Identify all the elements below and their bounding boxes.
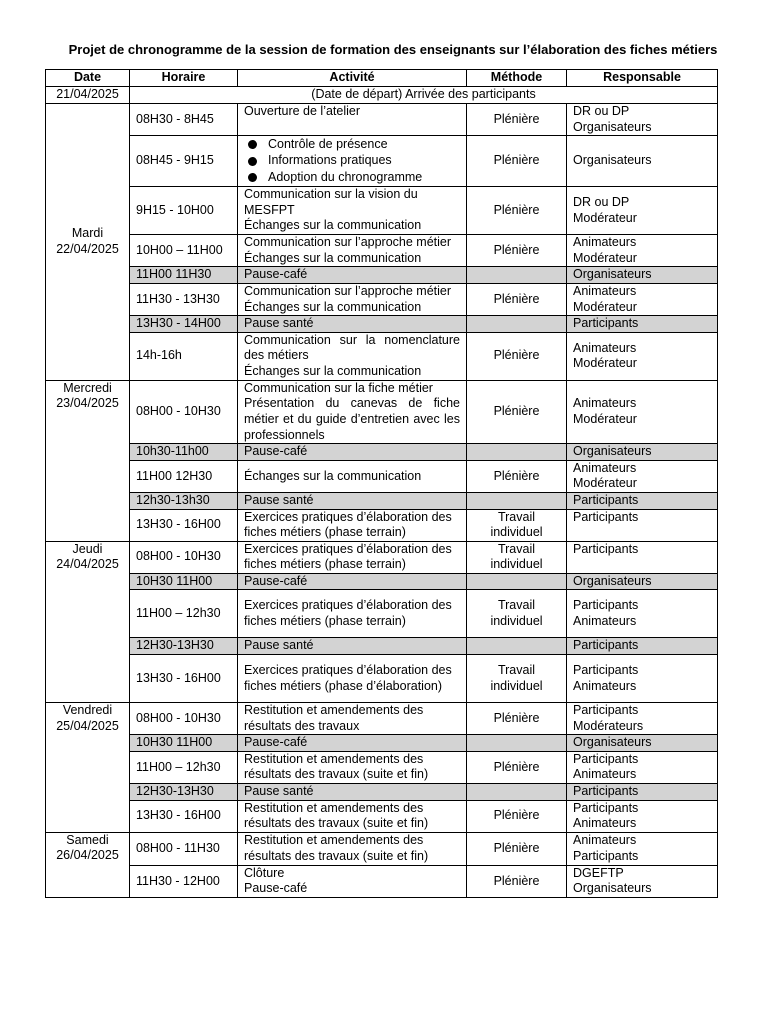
method-cell xyxy=(467,267,567,284)
responsible-line: Organisateurs xyxy=(573,735,652,750)
pause-row xyxy=(46,735,718,752)
activity-cell xyxy=(238,136,467,187)
session-row xyxy=(46,460,718,492)
method-line: Travail xyxy=(497,509,536,524)
activity-line: Pause santé xyxy=(244,492,314,507)
activity-cell xyxy=(238,832,467,865)
method-line: Plénière xyxy=(493,710,540,725)
responsible-line: Animateurs xyxy=(573,613,637,628)
activity-cell xyxy=(238,784,467,801)
session-row xyxy=(46,509,718,541)
method-cell xyxy=(467,573,567,590)
method-cell xyxy=(467,832,567,865)
responsible-line: Animateurs xyxy=(573,833,637,848)
activity-cell xyxy=(238,332,467,380)
responsible-cell xyxy=(567,187,718,235)
responsible-cell xyxy=(567,380,718,443)
responsible-line: DR ou DP xyxy=(573,195,630,210)
method-line: Plénière xyxy=(493,808,540,823)
time-cell: 12h30-13h30 xyxy=(130,492,238,509)
time-cell: 9H15 - 10H00 xyxy=(130,187,238,235)
method-line: individuel xyxy=(490,557,543,572)
time-cell: 08H00 - 11H30 xyxy=(130,832,238,865)
session-row xyxy=(46,283,718,315)
time-cell: 10H30 11H00 xyxy=(130,735,238,752)
document-title: Projet de chronogramme de la session de formation des enseignants sur l’élaboration des fiches métiers xyxy=(68,42,718,57)
session-row xyxy=(46,832,718,865)
activity-line: Pause-café xyxy=(244,573,308,588)
method-cell xyxy=(467,460,567,492)
responsible-cell xyxy=(567,104,718,136)
time-cell: 08H30 - 8H45 xyxy=(130,104,238,136)
time-cell: 08H00 - 10H30 xyxy=(130,541,238,573)
day-date: 23/04/2025 xyxy=(56,396,119,411)
responsible-cell xyxy=(567,800,718,832)
responsible-line: Organisateurs xyxy=(573,881,652,896)
responsible-line: Participants xyxy=(573,541,639,556)
time-cell: 08H45 - 9H15 xyxy=(130,136,238,187)
method-line: individuel xyxy=(490,525,543,540)
responsible-line: Organisateurs xyxy=(573,267,652,282)
day-name: Samedi xyxy=(66,832,109,847)
activity-cell xyxy=(238,187,467,235)
activity-line: Restitution et amendements des résultats des travaux (suite et fin) xyxy=(244,751,429,782)
pause-row xyxy=(46,573,718,590)
day-name: Jeudi xyxy=(72,541,103,556)
time-cell: 13H30 - 16H00 xyxy=(130,655,238,703)
activity-line: Exercices pratiques d’élaboration des fiches métiers (phase terrain) xyxy=(244,541,452,572)
activity-line: Communication sur la fiche métier xyxy=(244,380,433,395)
method-line: Plénière xyxy=(493,202,540,217)
activity-cell xyxy=(238,590,467,638)
responsible-line: Participants xyxy=(573,492,639,507)
activity-cell xyxy=(238,541,467,573)
time-cell: 11H00 – 12h30 xyxy=(130,751,238,783)
activity-cell xyxy=(238,573,467,590)
responsible-cell xyxy=(567,267,718,284)
responsible-line: Participants xyxy=(573,703,639,718)
responsible-cell xyxy=(567,751,718,783)
bullet-text: Informations pratiques xyxy=(268,153,392,168)
activity-line: Pause-café xyxy=(244,735,308,750)
time-cell: 10h30-11h00 xyxy=(130,444,238,461)
method-line: Plénière xyxy=(493,759,540,774)
session-row xyxy=(46,655,718,703)
responsible-line: Participants xyxy=(573,800,639,815)
pause-row xyxy=(46,784,718,801)
activity-line: Communication sur l’approche métier xyxy=(244,235,452,250)
day-cell xyxy=(46,541,130,702)
responsible-cell xyxy=(567,136,718,187)
method-line: Plénière xyxy=(493,153,540,168)
session-row xyxy=(46,380,718,443)
session-row xyxy=(46,751,718,783)
header-activite: Activité xyxy=(238,70,467,87)
activity-cell xyxy=(238,800,467,832)
activity-line: Restitution et amendements des résultats des travaux xyxy=(244,703,424,733)
responsible-line: Participants xyxy=(573,316,639,331)
method-cell xyxy=(467,638,567,655)
activity-bullet-list xyxy=(244,136,460,186)
responsible-line: Animateurs xyxy=(573,678,637,693)
responsible-line: Animateurs xyxy=(573,283,637,298)
method-cell xyxy=(467,444,567,461)
day-cell xyxy=(46,104,130,381)
responsible-cell xyxy=(567,283,718,315)
method-cell xyxy=(467,104,567,136)
activity-bullet-item xyxy=(248,169,460,186)
time-cell: 10H00 – 11H00 xyxy=(130,235,238,267)
responsible-cell xyxy=(567,235,718,267)
responsible-cell xyxy=(567,638,718,655)
method-line: individuel xyxy=(490,678,543,693)
responsible-line: Modérateur xyxy=(573,411,637,426)
bullet-icon xyxy=(248,173,257,182)
activity-line: Échanges sur la communication xyxy=(244,250,422,265)
method-cell xyxy=(467,541,567,573)
responsible-cell xyxy=(567,444,718,461)
bullet-icon xyxy=(248,140,257,149)
method-cell xyxy=(467,380,567,443)
day-name: Mardi xyxy=(71,226,104,241)
method-line: Plénière xyxy=(493,404,540,419)
responsible-line: Participants xyxy=(573,784,639,799)
responsible-line: Participants xyxy=(573,848,639,863)
session-row xyxy=(46,703,718,735)
activity-line: Clôture xyxy=(244,865,285,880)
pause-row xyxy=(46,444,718,461)
responsible-cell xyxy=(567,316,718,333)
method-cell xyxy=(467,735,567,752)
method-line: Plénière xyxy=(493,111,540,126)
activity-line: Exercices pratiques d’élaboration des fiches métiers (phase d’élaboration) xyxy=(244,662,452,693)
responsible-line: DR ou DP xyxy=(573,104,630,118)
responsible-line: Animateurs xyxy=(573,396,637,411)
responsible-line: Modérateurs xyxy=(573,718,644,733)
pause-row xyxy=(46,267,718,284)
method-line: Plénière xyxy=(493,841,540,856)
pause-row xyxy=(46,316,718,333)
session-row xyxy=(46,136,718,187)
responsible-cell xyxy=(567,655,718,703)
activity-cell xyxy=(238,703,467,735)
day-cell xyxy=(46,703,130,833)
pause-row xyxy=(46,638,718,655)
responsible-cell xyxy=(567,865,718,897)
time-cell: 13H30 - 14H00 xyxy=(130,316,238,333)
activity-line: Échanges sur la communication xyxy=(244,218,422,233)
method-cell xyxy=(467,865,567,897)
activity-line: Présentation du canevas de fiche métier et du guide d’entretien avec les professionnels xyxy=(244,396,460,442)
activity-cell xyxy=(238,316,467,333)
activity-line: Restitution et amendements des résultats des travaux (suite et fin) xyxy=(244,800,429,831)
activity-cell xyxy=(238,267,467,284)
responsible-line: Participants xyxy=(573,662,639,677)
method-cell xyxy=(467,703,567,735)
responsible-line: Animateurs xyxy=(573,816,637,831)
method-line: Plénière xyxy=(493,468,540,483)
activity-line: Échanges sur la communication xyxy=(244,364,422,379)
method-line: Plénière xyxy=(493,242,540,257)
activity-cell xyxy=(238,735,467,752)
activity-line: Ouverture de l’atelier xyxy=(244,104,361,118)
activity-cell xyxy=(238,638,467,655)
responsible-cell xyxy=(567,541,718,573)
responsible-line: Organisateurs xyxy=(573,119,652,134)
responsible-cell xyxy=(567,492,718,509)
activity-cell xyxy=(238,104,467,136)
method-line: Plénière xyxy=(493,291,540,306)
method-line: Travail xyxy=(497,662,536,677)
schedule-table xyxy=(45,69,718,898)
activity-line: Pause santé xyxy=(244,316,314,331)
activity-line: MESFPT xyxy=(244,202,295,217)
method-cell xyxy=(467,784,567,801)
responsible-cell xyxy=(567,735,718,752)
time-cell: 11H30 - 12H00 xyxy=(130,865,238,897)
day-name: Vendredi xyxy=(62,703,113,718)
responsible-line: Modérateur xyxy=(573,476,637,491)
bullet-text: Adoption du chronogramme xyxy=(268,169,423,184)
day-cell xyxy=(46,380,130,541)
activity-bullet-item xyxy=(248,153,460,170)
activity-cell xyxy=(238,655,467,703)
responsible-line: Participants xyxy=(573,509,639,524)
method-line: Plénière xyxy=(493,873,540,888)
header-horaire: Horaire xyxy=(130,70,238,87)
time-cell: 11H30 - 13H30 xyxy=(130,283,238,315)
session-row xyxy=(46,235,718,267)
day-date: 22/04/2025 xyxy=(56,241,119,256)
time-cell: 11H00 12H30 xyxy=(130,460,238,492)
activity-line: Communication sur la nomenclature des métiers xyxy=(244,332,460,363)
time-cell: 08H00 - 10H30 xyxy=(130,703,238,735)
responsible-line: Participants xyxy=(573,598,639,613)
activity-line: Pause santé xyxy=(244,784,314,799)
activity-cell xyxy=(238,235,467,267)
time-cell: 14h-16h xyxy=(130,332,238,380)
method-line: individuel xyxy=(490,613,543,628)
time-cell: 13H30 - 16H00 xyxy=(130,509,238,541)
method-cell xyxy=(467,283,567,315)
method-cell xyxy=(467,235,567,267)
activity-line: Communication sur l’approche métier xyxy=(244,283,452,298)
bullet-text: Contrôle de présence xyxy=(268,136,388,151)
method-cell xyxy=(467,800,567,832)
responsible-line: Modérateur xyxy=(573,299,637,314)
method-cell xyxy=(467,590,567,638)
method-cell xyxy=(467,316,567,333)
responsible-cell xyxy=(567,573,718,590)
pause-row xyxy=(46,492,718,509)
activity-cell xyxy=(238,509,467,541)
activity-cell xyxy=(238,751,467,783)
activity-line: Exercices pratiques d’élaboration des fiches métiers (phase terrain) xyxy=(244,509,452,540)
day-name: Mercredi xyxy=(63,380,112,395)
activity-line: Pause-café xyxy=(244,444,308,459)
session-row xyxy=(46,541,718,573)
responsible-cell xyxy=(567,832,718,865)
header-methode: Méthode xyxy=(467,70,567,87)
responsible-line: Modérateur xyxy=(573,210,637,225)
method-cell xyxy=(467,136,567,187)
responsible-line: Organisateurs xyxy=(573,153,652,168)
header-responsable: Responsable xyxy=(567,70,718,87)
activity-bullet-item xyxy=(248,136,460,153)
responsible-cell xyxy=(567,703,718,735)
activity-line: Communication sur la vision du xyxy=(244,187,418,202)
time-cell: 12H30-13H30 xyxy=(130,784,238,801)
day-date: 25/04/2025 xyxy=(56,718,119,733)
session-row xyxy=(46,865,718,897)
responsible-line: Animateurs xyxy=(573,340,637,355)
activity-cell xyxy=(238,492,467,509)
method-cell xyxy=(467,332,567,380)
bullet-icon xyxy=(248,157,257,166)
method-cell xyxy=(467,492,567,509)
day-date: 24/04/2025 xyxy=(56,557,119,572)
time-cell: 10H30 11H00 xyxy=(130,573,238,590)
method-line: Plénière xyxy=(493,348,540,363)
responsible-line: Participants xyxy=(573,751,639,766)
activity-line: Restitution et amendements des résultats des travaux (suite et fin) xyxy=(244,833,429,863)
responsible-line: Modérateur xyxy=(573,356,637,371)
responsible-cell xyxy=(567,784,718,801)
arrival-date: 21/04/2025 xyxy=(46,87,130,104)
time-cell: 12H30-13H30 xyxy=(130,638,238,655)
time-cell: 11H00 11H30 xyxy=(130,267,238,284)
activity-line: Pause santé xyxy=(244,638,314,653)
activity-line: Échanges sur la communication xyxy=(244,299,422,314)
responsible-line: DGEFTP xyxy=(573,865,624,880)
responsible-line: Animateurs xyxy=(573,235,637,250)
method-cell xyxy=(467,187,567,235)
header-row xyxy=(46,70,718,87)
activity-line: Exercices pratiques d’élaboration des fiches métiers (phase terrain) xyxy=(244,598,452,628)
header-date: Date xyxy=(46,70,130,87)
responsible-line: Animateurs xyxy=(573,460,637,475)
responsible-line: Modérateur xyxy=(573,250,637,265)
activity-line: Échanges sur la communication xyxy=(244,468,422,483)
session-row xyxy=(46,104,718,136)
responsible-line: Participants xyxy=(573,638,639,653)
activity-line: Pause-café xyxy=(244,267,308,282)
responsible-line: Animateurs xyxy=(573,767,637,782)
method-cell xyxy=(467,655,567,703)
method-cell xyxy=(467,751,567,783)
responsible-cell xyxy=(567,590,718,638)
responsible-line: Organisateurs xyxy=(573,444,652,459)
session-row xyxy=(46,800,718,832)
session-row xyxy=(46,332,718,380)
day-cell xyxy=(46,832,130,897)
responsible-cell xyxy=(567,332,718,380)
activity-cell xyxy=(238,865,467,897)
responsible-line: Organisateurs xyxy=(573,573,652,588)
session-row xyxy=(46,187,718,235)
activity-cell xyxy=(238,444,467,461)
activity-cell xyxy=(238,380,467,443)
activity-cell xyxy=(238,460,467,492)
arrival-text: (Date de départ) Arrivée des participants xyxy=(130,87,718,104)
method-cell xyxy=(467,509,567,541)
method-line: Travail xyxy=(497,541,536,556)
time-cell: 08H00 - 10H30 xyxy=(130,380,238,443)
arrival-row xyxy=(46,87,718,104)
responsible-cell xyxy=(567,460,718,492)
responsible-cell xyxy=(567,509,718,541)
activity-cell xyxy=(238,283,467,315)
time-cell: 13H30 - 16H00 xyxy=(130,800,238,832)
time-cell: 11H00 – 12h30 xyxy=(130,590,238,638)
session-row xyxy=(46,590,718,638)
day-date: 26/04/2025 xyxy=(56,848,119,863)
method-line: Travail xyxy=(497,598,536,613)
activity-line: Pause-café xyxy=(244,881,308,896)
